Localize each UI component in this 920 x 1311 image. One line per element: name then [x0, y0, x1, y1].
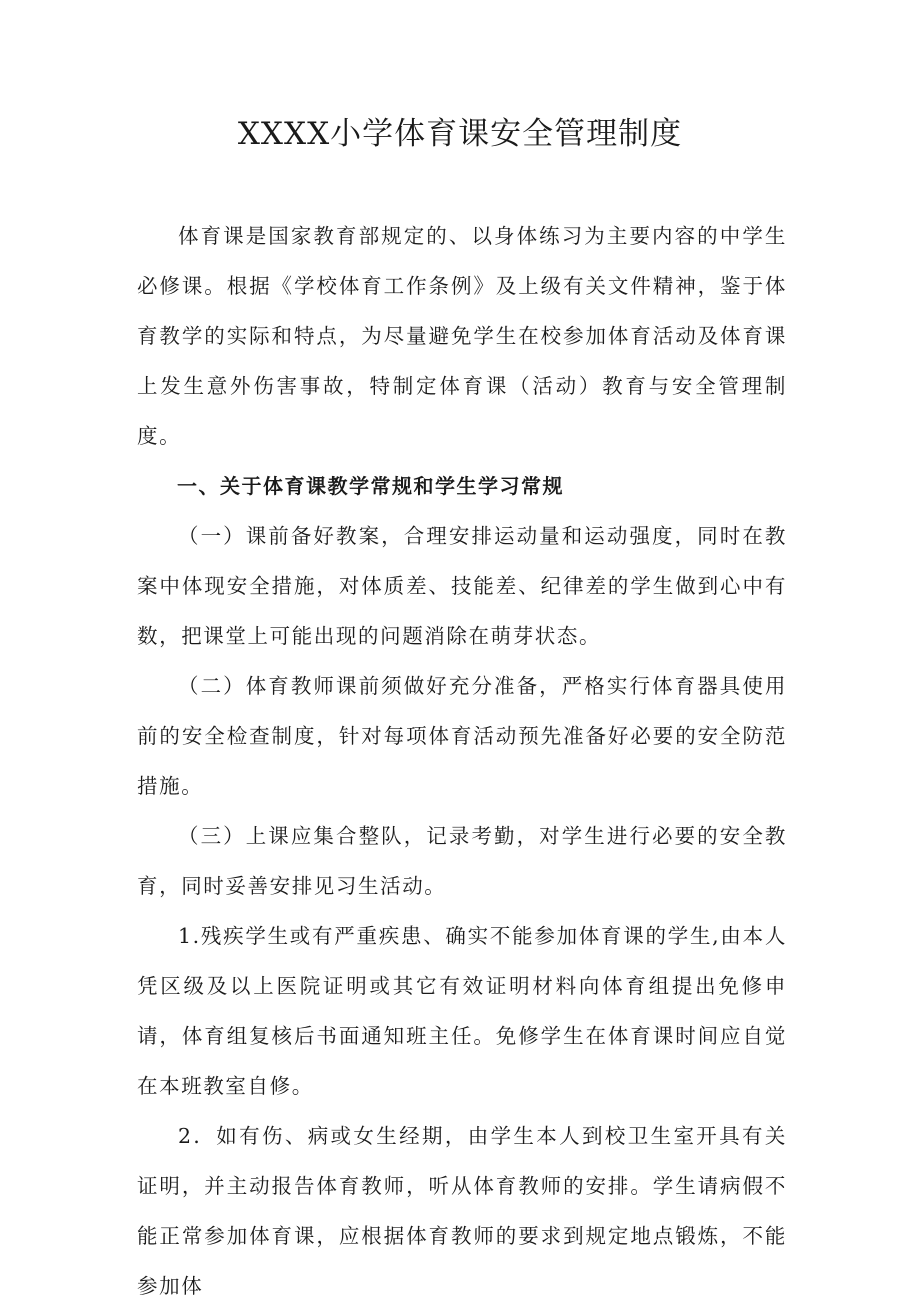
item-paragraph-2: （二）体育教师课前须做好充分准备，严格实行体育器具使用前的安全检查制度，针对每项体育活动预先准备好必要的安全防范措施。	[137, 674, 787, 798]
item-paragraph-4: 1.残疾学生或有严重疾患、确实不能参加体育课的学生,由本人凭区级及以上医院证明或其它有效证明材料向体育组提出免修申请，体育组复核后书面通知班主任。免修学生在体育课时间应自觉在本班教室自修。	[137, 924, 787, 1098]
intro-paragraph: 体育课是国家教育部规定的、以身体练习为主要内容的中学生必修课。根据《学校体育工作条例》及上级有关文件精神，鉴于体育教学的实际和特点，为尽量避免学生在校参加体育活动及体育课上发生意外伤害事故，特制定体育课（活动）教育与安全管理制度。	[137, 224, 787, 448]
document-body	[137, 211, 787, 1311]
item-paragraph-5: 2．如有伤、病或女生经期，由学生本人到校卫生室开具有关证明，并主动报告体育教师，听从体育教师的安排。学生请病假不能正常参加体育课，应根据体育教师的要求到规定地点锻炼，不能参加体	[137, 1124, 787, 1298]
document-title: XXXX小学体育课安全管理制度	[237, 116, 683, 152]
section-heading-1: 一、关于体育课教学常规和学生学习常规	[177, 474, 564, 498]
item-paragraph-3: （三）上课应集合整队，记录考勤，对学生进行必要的安全教育，同时妥善安排见习生活动。	[137, 824, 787, 898]
item-paragraph-1: （一）课前备好教案，合理安排运动量和运动强度，同时在教案中体现安全措施，对体质差、技能差、纪律差的学生做到心中有数，把课堂上可能出现的问题消除在萌芽状态。	[137, 524, 787, 648]
